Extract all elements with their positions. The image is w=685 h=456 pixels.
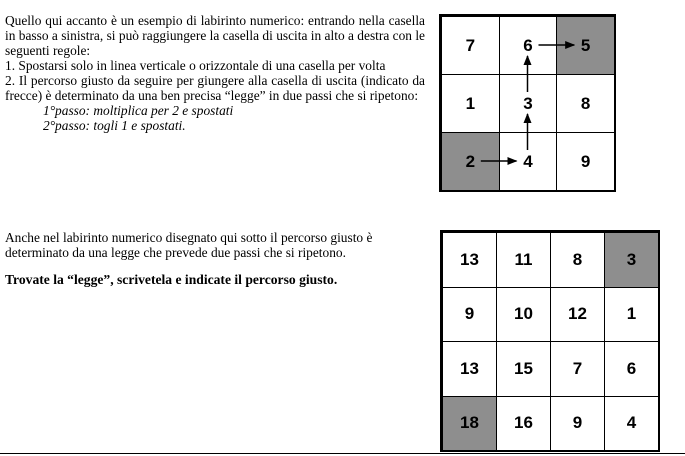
task-instruction: Trovate la “legge”, scrivetela e indicate il percorso giusto.: [5, 272, 338, 287]
maze-cell-r1-c0: 9: [442, 287, 497, 343]
maze-cell-r2-c1: 4: [499, 132, 558, 191]
intro-text: [5, 13, 425, 133]
puzzle-maze-grid: [440, 230, 660, 452]
step-1: 1°passo: moltiplica per 2 e spostati: [43, 103, 234, 118]
maze-cell-r3-c2: 9: [550, 396, 605, 452]
maze-cell-r2-c3: 6: [604, 341, 659, 397]
maze-cell-r1-c1: 10: [496, 287, 551, 343]
maze-cell-r2-c2: 7: [550, 341, 605, 397]
maze-cell-r0-c1: 6: [499, 16, 558, 75]
maze-cell-r0-c0: 7: [441, 16, 500, 75]
maze-cell-r2-c1: 15: [496, 341, 551, 397]
puzzle-text: [5, 230, 415, 287]
example-maze-grid: [439, 14, 616, 192]
maze-cell-r2-c0: 2: [441, 132, 500, 191]
maze-cell-r2-c0: 13: [442, 341, 497, 397]
intro-paragraph: Quello qui accanto è un esempio di labirinto numerico: entrando nella casella in basso a sinistra, si può raggiungere la casella di uscita in alto a destra con le seguenti regole:: [5, 13, 425, 58]
maze-cell-r3-c0: 18: [442, 396, 497, 452]
maze-cell-r1-c2: 8: [556, 74, 615, 133]
step-2: 2°passo: togli 1 e spostati.: [43, 118, 186, 133]
maze-cell-r1-c3: 1: [604, 287, 659, 343]
puzzle-paragraph: Anche nel labirinto numerico disegnato qui sotto il percorso giusto è determinato da una legge che prevede due passi che si ripetono.: [5, 230, 373, 260]
maze-cell-r3-c3: 4: [604, 396, 659, 452]
rule-1: 1. Spostarsi solo in linea verticale o orizzontale di una casella per volta: [5, 58, 386, 73]
maze-cell-r1-c1: 3: [499, 74, 558, 133]
maze-cell-r2-c2: 9: [556, 132, 615, 191]
maze-cell-r1-c0: 1: [441, 74, 500, 133]
maze-cell-r0-c3: 3: [604, 232, 659, 288]
bottom-divider: [0, 453, 685, 454]
maze-cell-r0-c1: 11: [496, 232, 551, 288]
maze-cell-r0-c0: 13: [442, 232, 497, 288]
maze-cell-r1-c2: 12: [550, 287, 605, 343]
maze-cell-r0-c2: 5: [556, 16, 615, 75]
rule-2: 2. Il percorso giusto da seguire per giungere alla casella di uscita (indicato da frecce) è determinato da una ben precisa “legge” in due passi che si ripetono:: [5, 73, 425, 103]
maze-cell-r3-c1: 16: [496, 396, 551, 452]
maze-cell-r0-c2: 8: [550, 232, 605, 288]
